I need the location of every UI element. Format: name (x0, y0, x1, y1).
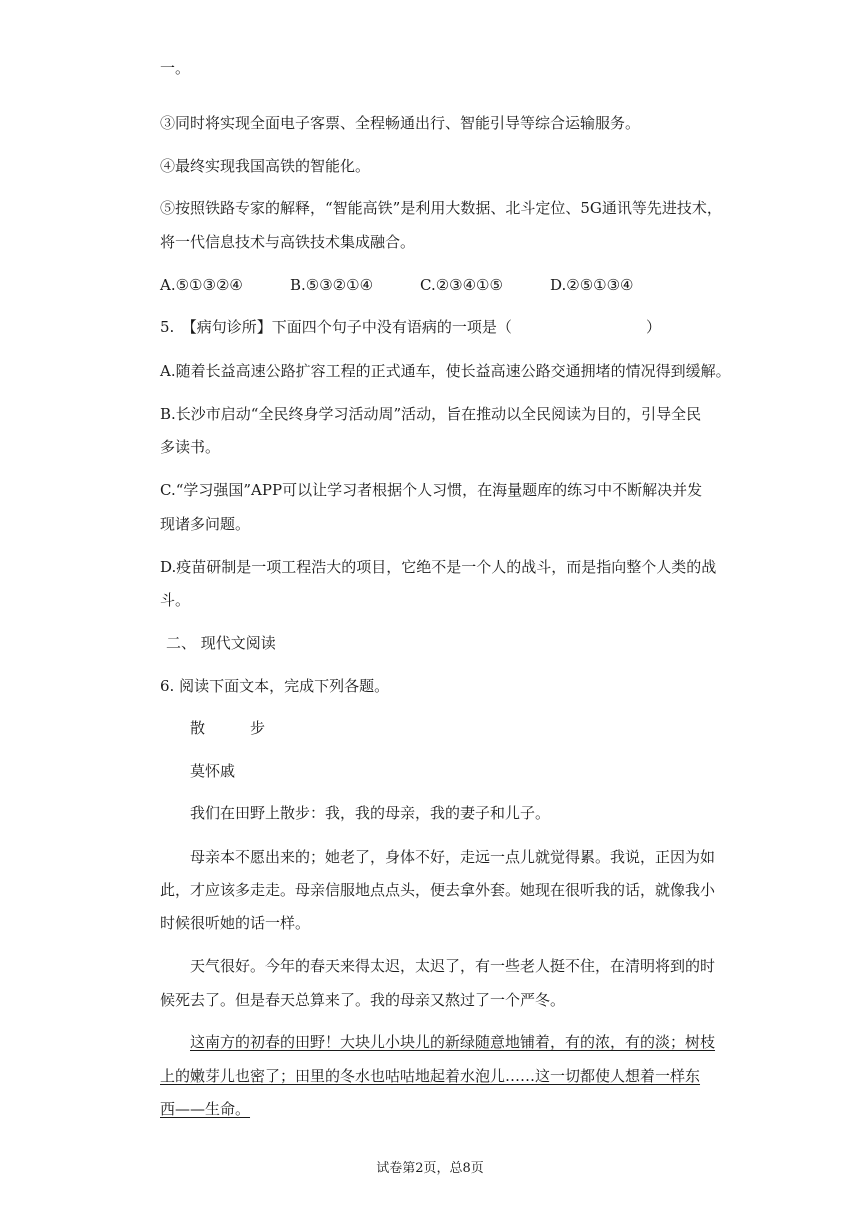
answer-bracket-close: ） (646, 318, 662, 336)
text-line: C.“学习强国”APP可以让学习者根据个人习惯，在海量题库的练习中不断解决并发 (160, 481, 703, 499)
article-author: 莫怀戚 (190, 762, 236, 780)
text-line: 将一代信息技术与高铁技术集成融合。 (160, 233, 416, 251)
text-line: 我们在田野上散步：我，我的母亲，我的妻子和儿子。 (190, 804, 551, 822)
text-line: D.疫苗研制是一项工程浩大的项目，它绝不是一个人的战斗，而是指向整个人类的战 (160, 558, 717, 576)
option-b: B.⑤③②①④ (290, 276, 374, 294)
option-d: D.②⑤①③④ (550, 276, 634, 294)
text-line: ④最终实现我国高铁的智能化。 (160, 157, 371, 175)
underlined-text-line: 这南方的初春的田野！大块儿小块儿的新绿随意地铺着，有的浓，有的淡；树枝 (190, 1033, 716, 1051)
text-line: 斗。 (160, 591, 191, 609)
option-c: C.②③④①⑤ (420, 276, 503, 294)
option-a: A.⑤①③②④ (160, 276, 243, 294)
page-footer: 试卷第2页，总8页 (376, 1161, 484, 1176)
text-line: 母亲本不愿出来的；她老了，身体不好，走远一点儿就觉得累。我说，正因为如 (190, 848, 716, 866)
underlined-text-line: 上的嫩芽儿也密了；田里的冬水也咕咕地起着水泡儿……这一切都使人想着一样东 (160, 1067, 701, 1085)
text-line: ⑤按照铁路专家的解释，“智能高铁”是利用大数据、北斗定位、5G通讯等先进技术， (160, 199, 722, 217)
question-5-stem: 5. 【病句诊所】下面四个句子中没有语病的一项是（ (160, 318, 512, 336)
underlined-text-line: 西——生命。 (160, 1100, 251, 1118)
text-line: 多读书。 (160, 438, 221, 456)
text-line: 此，才应该多走走。母亲信服地点点头，便去拿外套。她现在很听我的话，就像我小 (160, 881, 716, 899)
text-line: 候死去了。但是春天总算来了。我的母亲又熬过了一个严冬。 (160, 991, 566, 1009)
text-line: 现诸多问题。 (160, 515, 251, 533)
question-6-stem: 6. 阅读下面文本，完成下列各题。 (160, 677, 390, 695)
text-line: 一。 (160, 59, 191, 77)
text-line: 天气很好。今年的春天来得太迟，太迟了，有一些老人挺不住，在清明将到的时 (190, 957, 716, 975)
article-title: 散 步 (190, 719, 266, 737)
text-line: A.随着长益高速公路扩容工程的正式通车，使长益高速公路交通拥堵的情况得到缓解。 (160, 362, 731, 380)
text-line: B.长沙市启动“全民终身学习活动周”活动，旨在推动以全民阅读为目的，引导全民 (160, 405, 702, 423)
text-line: 时候很听她的话一样。 (160, 914, 311, 932)
text-line: ③同时将实现全面电子客票、全程畅通出行、智能引导等综合运输服务。 (160, 114, 641, 132)
section-heading: 二、 现代文阅读 (166, 634, 276, 652)
